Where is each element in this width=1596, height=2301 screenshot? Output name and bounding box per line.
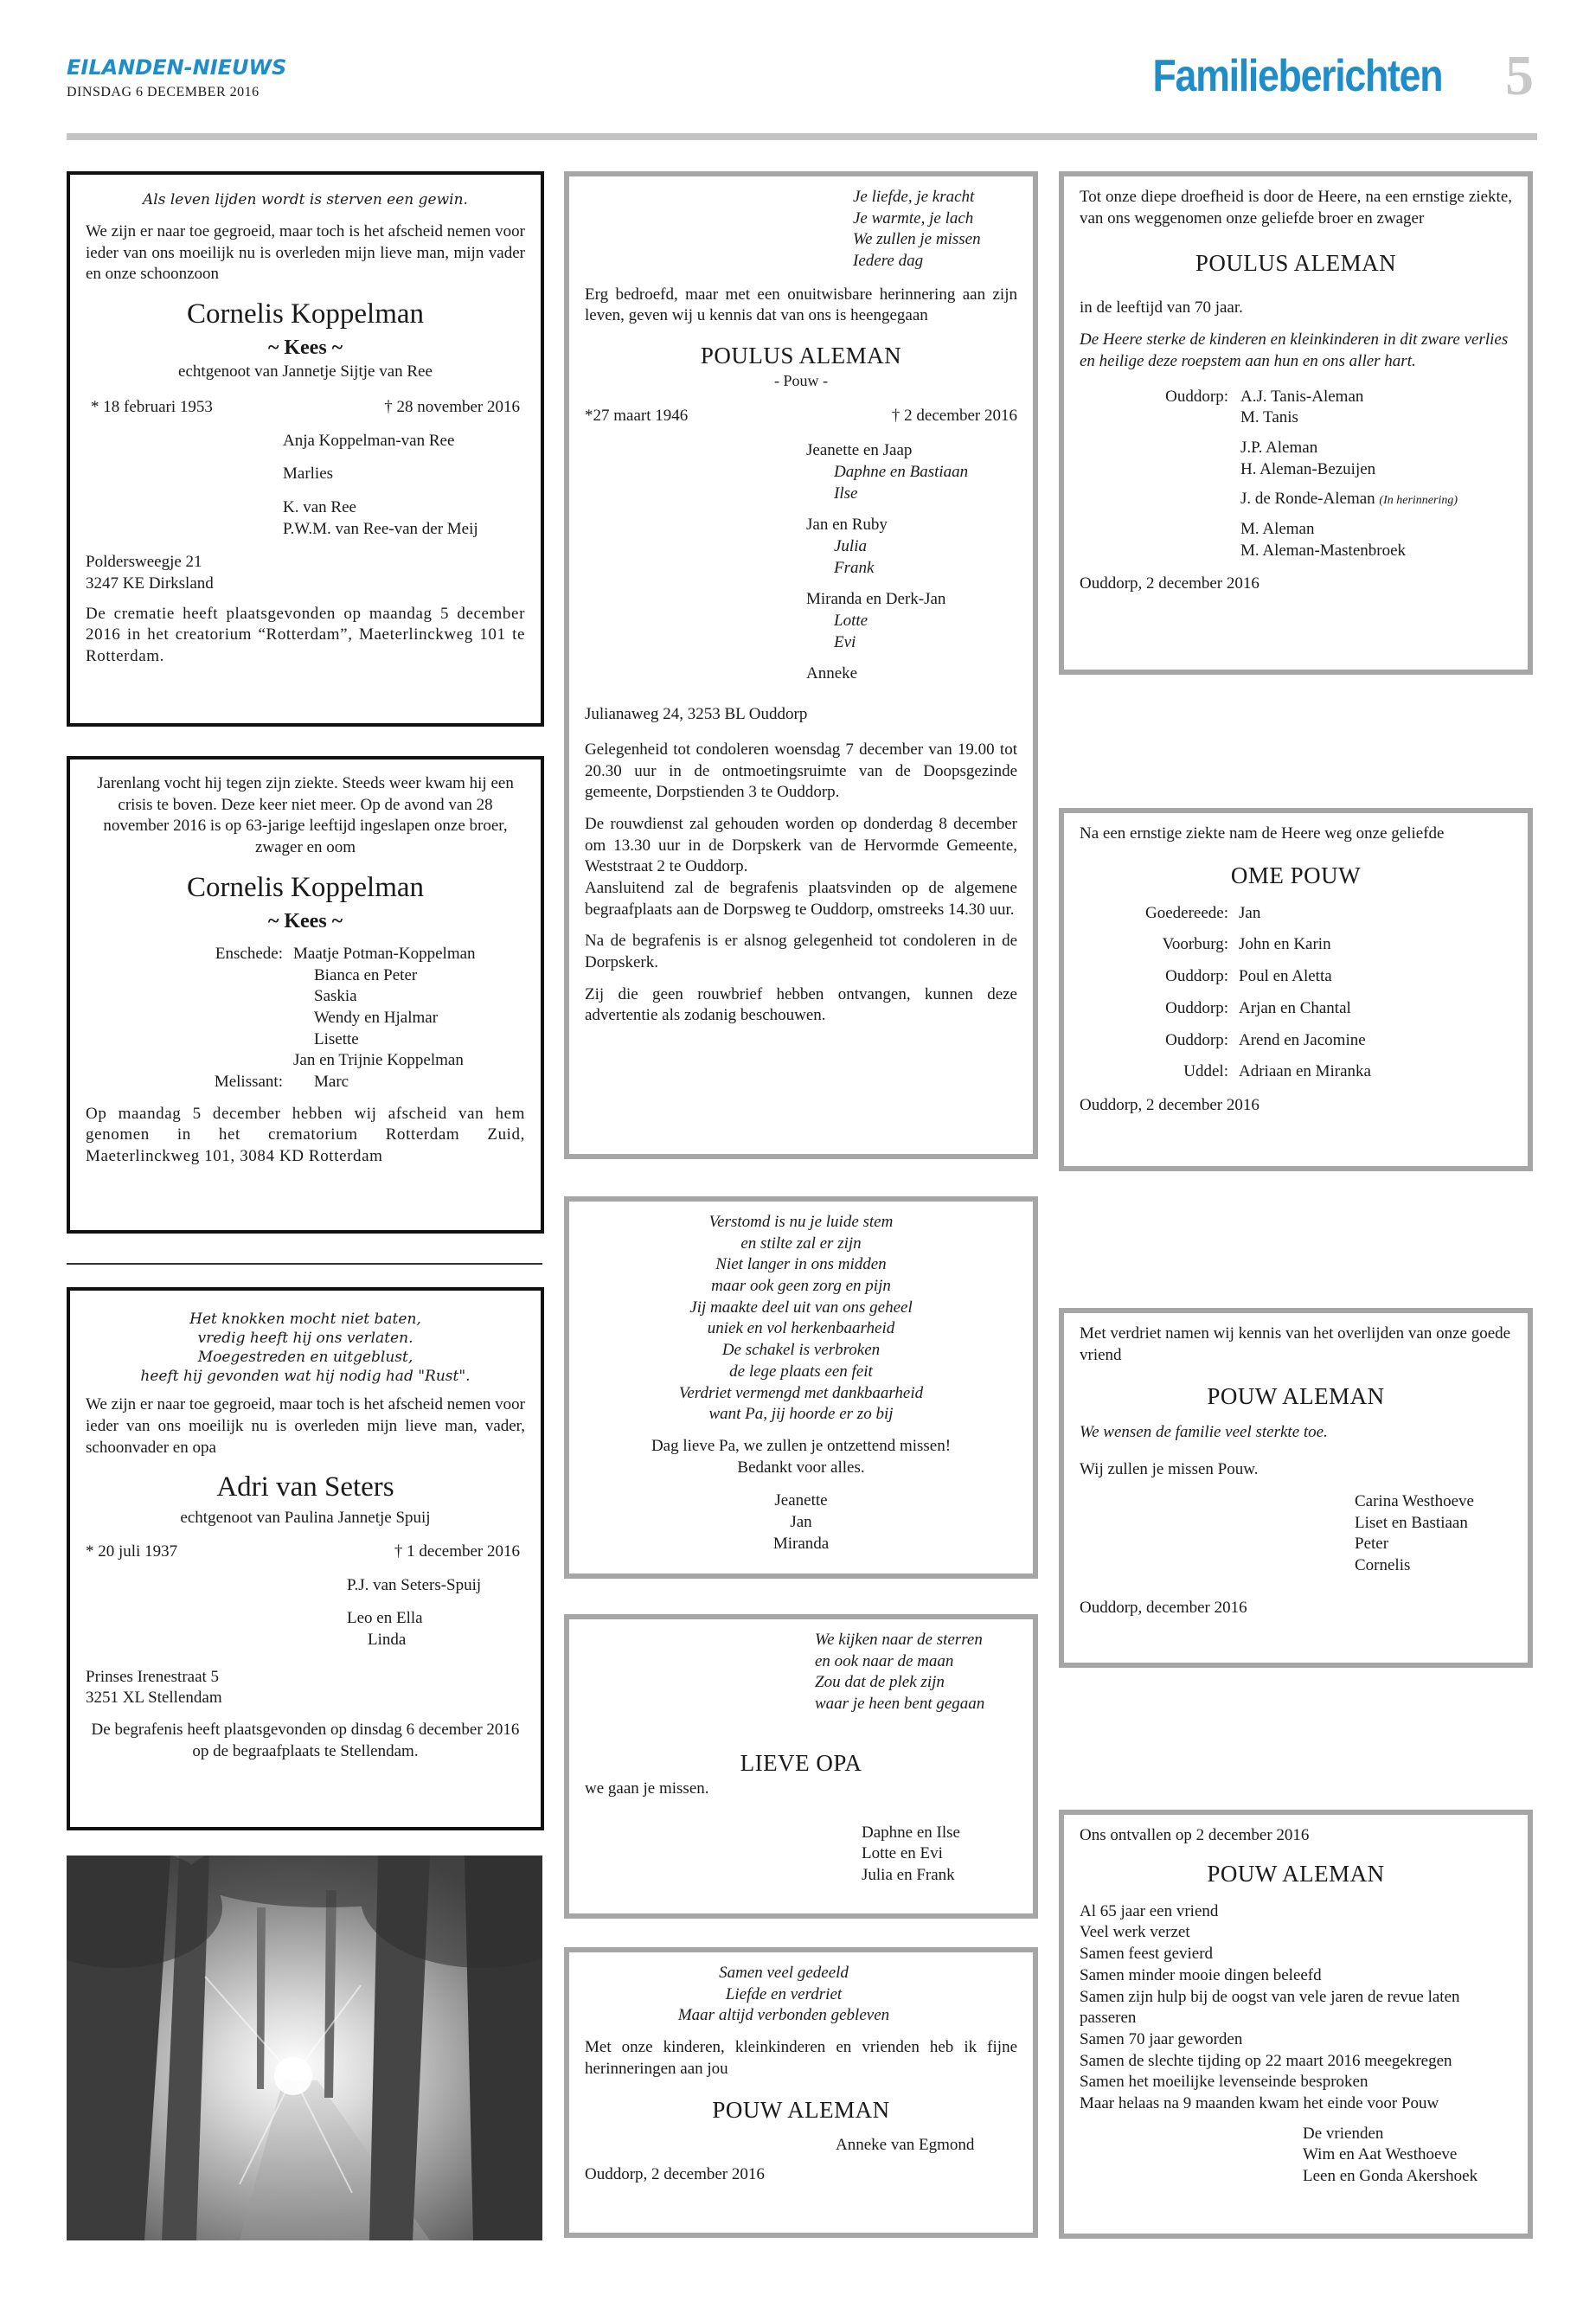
poem-line: Samen veel gedeeld: [719, 1964, 849, 1982]
message-line: we gaan je missen.: [585, 1779, 709, 1798]
signature: Jeanette: [774, 1491, 828, 1510]
intro-text: Jarenlang vocht hij tegen zijn ziekte. Steeds weer kwam hij een crisis te boven. Deze keer niet meer. Op de avond van 28 november 2016 is op 63-jarige leeftijd ingeslapen onze broer, zwager en oom: [97, 774, 514, 857]
poem-line: We zullen je missen: [853, 230, 981, 249]
address-street: Prinses Irenestraat 5: [86, 1667, 220, 1686]
obituary-pa-children: [564, 1196, 1038, 1579]
page-number: 5: [1505, 44, 1534, 107]
family-member: Anja Koppelman-van Ree: [283, 431, 455, 450]
deceased-name: Cornelis Koppelman: [186, 298, 425, 330]
poem-line: Verdriet vermengd met dankbaarheid: [678, 1383, 924, 1402]
family-member: Jan en Trijnie Koppelman: [293, 1051, 464, 1070]
family-member: A.J. Tanis-Aleman: [1240, 387, 1364, 406]
deceased-name: POULUS ALEMAN: [700, 343, 902, 369]
issue-date: DINSDAG 6 DECEMBER 2016: [67, 85, 260, 99]
poem-line: Verstomd is nu je luide stem: [708, 1213, 894, 1231]
intro-text: Tot onze diepe droefheid is door de Heere, na een ernstige ziekte, van ons weggenomen onze geliefde broer en zwager: [1080, 188, 1512, 228]
poem-line: We kijken naar de sterren: [815, 1631, 983, 1649]
family-member: Adriaan en Miranka: [1239, 1062, 1371, 1081]
signature: Peter: [1355, 1535, 1389, 1554]
wish-text: We wensen de familie veel sterkte toe.: [1080, 1423, 1328, 1442]
signature: Carina Westhoeve: [1355, 1491, 1474, 1510]
obituary-poulus-aleman-siblings: [1059, 171, 1533, 675]
nickname: ~ Kees ~: [267, 909, 343, 933]
poem-line: want Pa, jij hoorde er zo bij: [708, 1405, 894, 1424]
poem-line: Jij maakte deel uit van ons geheel: [689, 1298, 913, 1317]
signature: Leen en Gonda Akershoek: [1303, 2167, 1478, 2186]
place-label: Ouddorp:: [1165, 998, 1228, 1017]
intro-text: Met onze kinderen, kleinkinderen en vrienden heb ik fijne herinneringen aan jou: [585, 2038, 1017, 2078]
intro-text: Erg bedroefd, maar met een onuitwisbare herinnering aan zijn leven, geven wij u kennis dat van ons is heengegaan: [585, 285, 1017, 325]
tribute-line: Samen het moeilijke levenseinde besproken: [1080, 2073, 1368, 2092]
family-member: Jan: [1239, 903, 1261, 922]
condolence-text: Gelegenheid tot condoleren woensdag 7 december van 19.00 tot 20.30 uur in de ontmoetingsruimte van de Doopsgezinde gemeente, Dorpstienden 3 te Ouddorp.: [585, 740, 1017, 802]
nickname: ~ Kees ~: [267, 336, 343, 360]
message-line: Wij zullen je missen Pouw.: [1080, 1460, 1259, 1479]
signature: Julia en Frank: [862, 1865, 955, 1884]
tribute-line: Al 65 jaar een vriend: [1080, 1901, 1219, 1920]
message-line: Dag lieve Pa, we zullen je ontzettend missen!: [651, 1436, 952, 1455]
intro-text: Na een ernstige ziekte nam de Heere weg onze geliefde: [1080, 824, 1445, 843]
tribute-line: Samen minder mooie dingen beleefd: [1080, 1965, 1322, 1984]
family-member: P.J. van Seters-Spuij: [347, 1575, 482, 1594]
place-label: Ouddorp:: [1165, 1030, 1228, 1049]
birth-date: * 20 juli 1937: [86, 1542, 178, 1561]
birth-date: *27 maart 1946: [585, 406, 689, 425]
tribute-line: Samen feest gevierd: [1080, 1945, 1214, 1964]
intro-text: Ons ontvallen op 2 december 2016: [1080, 1826, 1310, 1844]
closing-text: De begrafenis heeft plaatsgevonden op dinsdag 6 december 2016 op de begraafplaats te Stellendam.: [91, 1721, 520, 1760]
spouse-line: echtgenoot van Paulina Jannetje Spuij: [180, 1509, 431, 1528]
grandchild: Evi: [834, 632, 856, 651]
family-member: Arend en Jacomine: [1239, 1030, 1366, 1049]
deceased-name: POUW ALEMAN: [1207, 1383, 1385, 1410]
poem-line: Zou dat de plek zijn: [815, 1673, 945, 1692]
signature: Liset en Bastiaan: [1355, 1513, 1468, 1532]
newspaper-logo: EILANDEN-NIEUWS: [67, 55, 287, 80]
family-member: Maatje Potman-Koppelman: [293, 944, 476, 963]
poem-line: Liefde en verdriet: [725, 1984, 843, 2003]
memorial-note: (In herinnering): [1379, 494, 1458, 508]
family-member: John en Karin: [1239, 935, 1331, 954]
place-label: Ouddorp:: [1165, 967, 1228, 986]
tribute-line: Veel werk verzet: [1080, 1923, 1190, 1942]
deceased-name: POULUS ALEMAN: [1195, 250, 1397, 277]
poem-line: vredig heeft hij ons verlaten.: [197, 1330, 413, 1348]
address-city: 3251 XL Stellendam: [86, 1689, 222, 1708]
signature: Wim en Aat Westhoeve: [1303, 2145, 1458, 2164]
obituary-ome-pouw: [1059, 808, 1533, 1171]
death-date: † 2 december 2016: [891, 406, 1017, 425]
notice-text: Zij die geen rouwbrief hebben ontvangen, kunnen deze advertentie als zodanig beschouwen.: [585, 984, 1017, 1025]
address-street: Poldersweegje 21: [86, 553, 202, 572]
grandchild: Lotte: [834, 612, 869, 631]
place-date: Ouddorp, 2 december 2016: [1080, 1095, 1259, 1114]
family-member: M. Tanis: [1240, 408, 1298, 427]
obituary-pouw-anneke: [564, 1947, 1038, 2238]
spouse-line: echtgenoot van Jannetje Sijtje van Ree: [178, 362, 433, 381]
deceased-name: Cornelis Koppelman: [186, 871, 425, 903]
tribute-line: Samen 70 jaar geworden: [1080, 2029, 1243, 2048]
poem-line: Iedere dag: [853, 252, 924, 271]
signature: Jan: [790, 1512, 812, 1531]
death-date: † 1 december 2016: [394, 1542, 520, 1561]
poem-line: maar ook geen zorg en pijn: [711, 1277, 891, 1296]
message-line: Bedankt voor alles.: [737, 1458, 865, 1477]
family-member: Poul en Aletta: [1239, 967, 1332, 986]
place-label: Melissant:: [214, 1072, 283, 1091]
family-member: Miranda en Derk-Jan: [806, 590, 946, 609]
deceased-name: POUW ALEMAN: [1207, 1860, 1385, 1887]
family-member: M. Aleman: [1240, 519, 1315, 538]
address: Julianaweg 24, 3253 BL Ouddorp: [585, 705, 808, 724]
deceased-name: OME POUW: [1230, 862, 1362, 888]
place-label: Voorburg:: [1162, 935, 1228, 954]
place-label: Goedereede:: [1145, 903, 1228, 922]
poem-line: Je warmte, je lach: [853, 208, 974, 228]
grandchild: Ilse: [834, 484, 858, 503]
obituary-pouw-westhoeve: [1059, 1810, 1533, 2239]
birth-date: * 18 februari 1953: [91, 397, 213, 416]
family-member: Marc: [314, 1072, 349, 1091]
family-member: Saskia: [314, 987, 357, 1006]
place-date: Ouddorp, 2 december 2016: [1080, 574, 1259, 593]
poem-line: Niet langer in ons midden: [715, 1255, 887, 1274]
family-member: J. de Ronde-Aleman: [1240, 490, 1375, 509]
section-title: Familieberichten: [1152, 51, 1442, 101]
poem-line: Moegestreden en uitgeblust,: [197, 1349, 413, 1367]
family-member: P.W.M. van Ree-van der Meij: [283, 519, 478, 538]
intro-text: We zijn er naar toe gegroeid, maar toch is het afscheid nemen voor ieder van ons moeilijk nu is overleden mijn lieve man, mijn vader en onze schoonzoon: [86, 222, 525, 284]
poem-line: Maar altijd verbonden gebleven: [677, 2006, 890, 2025]
obituary-koppelman-family: [67, 171, 544, 727]
burial-text: Aansluitend zal de begrafenis plaatsvinden op de algemene begraafplaats aan de Dorpsweg te Ouddorp, omstreeks 14.30 uur.: [585, 878, 1017, 919]
heading: LIEVE OPA: [740, 1749, 862, 1776]
family-member: Arjan en Chantal: [1239, 998, 1351, 1017]
closing-text: De crematie heeft plaatsgevonden op maandag 5 december 2016 in het creatorium “Rotterdam”, Maeterlinckweg 101 te Rotterdam.: [86, 604, 525, 666]
family-member: Anneke: [806, 664, 858, 683]
tribute-line: Samen de slechte tijding op 22 maart 2016 meegekregen: [1080, 2051, 1452, 2070]
obituary-lieve-opa: [564, 1614, 1038, 1919]
poem-line: heeft hij gevonden wat hij nodig had "Rust".: [140, 1368, 471, 1386]
family-member: J.P. Aleman: [1240, 438, 1318, 457]
tribute-line: Samen zijn hulp bij de oogst van vele jaren de revue laten passeren: [1080, 1987, 1460, 2028]
signature: Daphne en Ilse: [862, 1823, 960, 1842]
family-member: Jan en Ruby: [806, 516, 888, 535]
column-separator: [67, 1263, 542, 1265]
place-label: Enschede:: [215, 944, 283, 963]
grandchild: Daphne en Bastiaan: [834, 462, 969, 481]
deceased-name: POUW ALEMAN: [712, 2097, 890, 2124]
signature: Lotte en Evi: [862, 1844, 943, 1863]
place-label: Ouddorp:: [1165, 387, 1228, 406]
signature: Cornelis: [1355, 1555, 1411, 1574]
after-burial-text: Na de begrafenis is er alsnog gelegenheid tot condoleren in de Dorpskerk.: [585, 932, 1017, 972]
grandchild: Julia: [834, 537, 867, 556]
family-member: Marlies: [283, 465, 334, 484]
obituary-koppelman-siblings: [67, 756, 544, 1234]
prayer-text: De Heere sterke de kinderen en kleinkinderen in dit zware verlies en heilige deze roepstem aan hun en ons aller hart.: [1080, 330, 1509, 370]
poem-line: Je liefde, je kracht: [853, 188, 975, 206]
poem-line: uniek en vol herkenbaarheid: [707, 1319, 895, 1338]
family-member: Lisette: [314, 1029, 359, 1048]
signature: Miranda: [772, 1534, 830, 1553]
intro-text: We zijn er naar toe gegroeid, maar toch is het afscheid nemen voor ieder van ons moeilijk nu is overleden mijn lieve man, vader, schoonvader en opa: [86, 1395, 525, 1457]
intro-text: Met verdriet namen wij kennis van het overlijden van onze goede vriend: [1080, 1324, 1511, 1364]
age-line: in de leeftijd van 70 jaar.: [1080, 298, 1243, 317]
obituary-van-seters: [67, 1287, 544, 1830]
obituary-poulus-aleman-family: [564, 171, 1038, 1159]
poem-line: Het knokken mocht niet baten,: [189, 1311, 421, 1328]
family-member: Linda: [368, 1631, 407, 1650]
signature: De vrienden: [1303, 2124, 1384, 2143]
family-member: M. Aleman-Mastenbroek: [1240, 541, 1407, 560]
tribute-line: Maar helaas na 9 maanden kwam het einde voor Pouw: [1080, 2093, 1439, 2112]
poem-line: De schakel is verbroken: [721, 1341, 881, 1360]
signature: Anneke van Egmond: [836, 2135, 975, 2154]
poem-line: de lege plaats een feit: [729, 1362, 873, 1381]
family-member: K. van Ree: [283, 497, 356, 516]
place-date: Ouddorp, 2 december 2016: [585, 2165, 765, 2184]
nickname: - Pouw -: [774, 372, 828, 390]
header-rule: [67, 133, 1537, 140]
place-label: Uddel:: [1183, 1062, 1228, 1081]
poem-line: en stilte zal er zijn: [740, 1234, 862, 1253]
place-date: Ouddorp, december 2016: [1080, 1598, 1247, 1617]
poem-line: en ook naar de maan: [815, 1651, 954, 1670]
family-member: Wendy en Hjalmar: [314, 1008, 439, 1027]
poem-line: waar je heen bent gegaan: [815, 1695, 985, 1714]
service-text: De rouwdienst zal gehouden worden op donderdag 8 december om 13.30 uur in de Dorpskerk van de Hervormde Gemeente, Weststraat 2 te Ouddorp.: [585, 814, 1017, 876]
family-member: Leo en Ella: [347, 1609, 423, 1628]
family-member: Bianca en Peter: [314, 965, 418, 984]
family-member: Jeanette en Jaap: [806, 441, 913, 460]
forest-photo: [67, 1856, 542, 2240]
grandchild: Frank: [834, 558, 875, 577]
closing-text: Op maandag 5 december hebben wij afscheid van hem genomen in het crematorium Rotterdam Zuid, Maeterlinckweg 101, 3084 KD Rotterdam: [86, 1104, 525, 1166]
family-member: H. Aleman-Bezuijen: [1240, 459, 1376, 478]
address-city: 3247 KE Dirksland: [86, 574, 214, 593]
motto: Als leven lijden wordt is sterven een gewin.: [143, 191, 468, 208]
deceased-name: Adri van Seters: [216, 1471, 394, 1503]
death-date: † 28 november 2016: [384, 397, 520, 416]
obituary-pouw-friends: [1059, 1308, 1533, 1668]
